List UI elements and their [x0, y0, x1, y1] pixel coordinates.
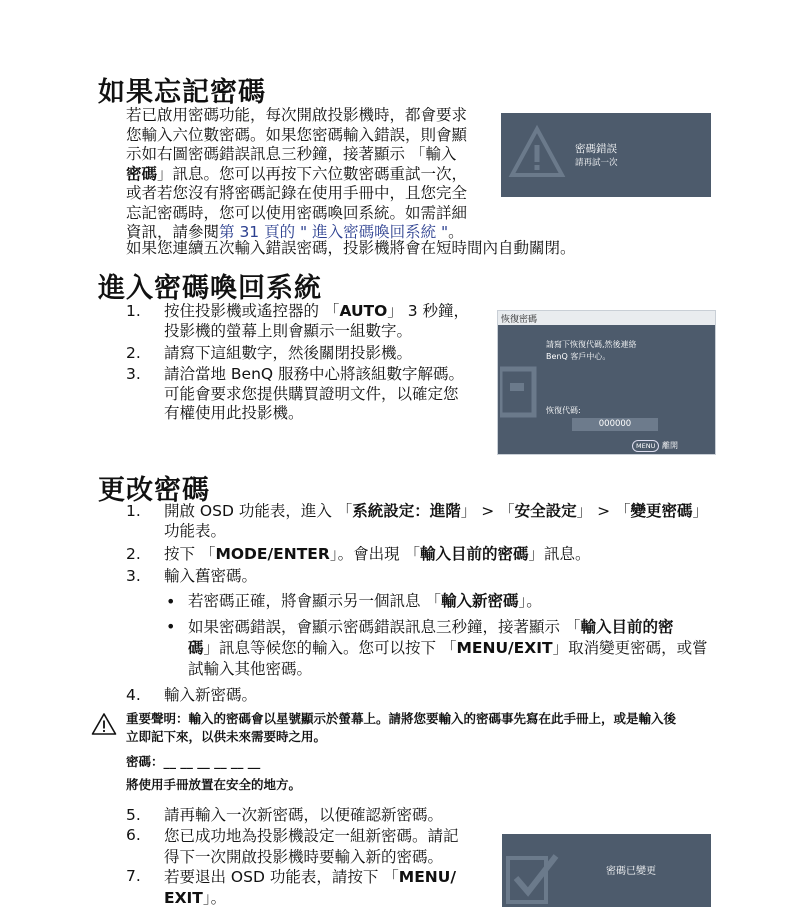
key-name: MENU/: [398, 868, 456, 886]
bullet-text: [188, 617, 708, 680]
text-span: 」 > 「: [460, 502, 515, 520]
step-text: [164, 365, 464, 424]
text-span: 按下 「: [164, 545, 216, 563]
text-line: 可能會要求您提供購買證明文件，以確定您: [164, 384, 459, 403]
step-text: 輸入舊密碼。: [164, 567, 258, 585]
key-name: AUTO: [339, 302, 388, 320]
screen-title: 恢復密碼: [501, 315, 538, 325]
heading-forgot-password: 如果忘記密碼: [98, 77, 266, 108]
lock-icon: [500, 355, 540, 421]
key-name: MENU/EXIT: [456, 639, 553, 657]
recall-code-screenshot: [497, 310, 716, 455]
step-text: 請再輸入一次新密碼，以便確認新密碼。: [164, 806, 444, 824]
text-line: [164, 302, 469, 322]
text-line: 您已成功地為投影機設定一組新密碼。請記: [164, 827, 459, 845]
step-number: 5.: [126, 806, 141, 824]
text-span: 如果密碼錯誤，會顯示密碼錯誤訊息三秒鐘，接著顯示 「: [188, 618, 581, 636]
step-text: [164, 826, 459, 868]
keep-safe-note: 將使用手冊放置在安全的地方。: [126, 777, 302, 792]
step-number: 4.: [126, 686, 141, 704]
text-span: 」。: [202, 889, 227, 907]
message-name: 輸入目前的密碼: [420, 545, 529, 563]
text-line: [126, 165, 467, 185]
step-number: 3.: [126, 365, 141, 383]
text-span: 」 3 秒鐘，: [387, 302, 470, 320]
step-number: 2.: [126, 545, 141, 563]
text-span: 按住投影機或遙控器的 「: [164, 302, 340, 320]
step-number: 7.: [126, 867, 141, 885]
screen-error-subtitle: 請再試一次: [575, 158, 618, 168]
menu-path-item: 變更密碼: [630, 502, 693, 520]
text-line: 忘記密碼時，您可以使用密碼喚回系統。如需詳細: [126, 203, 468, 222]
password-label: 密碼：: [126, 754, 164, 769]
text-line: 或者若您沒有將密碼記錄在使用手冊中，且您完全: [126, 184, 468, 202]
step-text: [164, 867, 456, 909]
text-line: 您輸入六位數密碼。如果您密碼輸入錯誤，則會顯: [126, 125, 468, 144]
text-span: 。: [448, 223, 464, 241]
auto-shutdown-note: 如果您連續五次輸入錯誤密碼，投影機將會在短時間內自動關閉。: [126, 239, 576, 257]
text-span: 」訊息。您可以再按下六位數密碼重試一次，: [157, 164, 468, 183]
text-line: 示如右圖密碼錯誤訊息三秒鐘，接著顯示 「輸入: [126, 145, 457, 163]
text-line: 功能表。: [164, 521, 227, 540]
text-span: 資訊，請參閱: [126, 223, 220, 241]
warning-icon: [507, 123, 567, 183]
warning-icon: [91, 712, 117, 736]
text-line: 得下一次開啟投影機時要輸入新的密碼。: [164, 848, 444, 866]
step-number: 2.: [126, 344, 141, 362]
step-text: [164, 502, 708, 541]
important-notice: [126, 710, 676, 746]
bold-term: 密碼: [126, 164, 158, 183]
text-span: 若要退出 OSD 功能表，請按下 「: [164, 868, 399, 886]
text-line: 請洽當地 BenQ 服務中心將該組數字解碼。: [164, 365, 465, 383]
message-name: 碼: [188, 639, 204, 657]
step-text: [164, 545, 591, 565]
text-line: 立即記下來，以供未來需要時之用。: [126, 729, 327, 744]
screen-message: 請寫下恢復代碼,然後連絡: [546, 340, 637, 349]
text-span: 開啟 OSD 功能表，進入 「: [164, 502, 353, 520]
bullet: •: [166, 592, 176, 611]
recovery-code-field: 000000: [572, 418, 658, 431]
step-number: 1.: [126, 502, 141, 520]
heading-change-password: 更改密碼: [98, 475, 210, 506]
bullet-text: [188, 592, 542, 612]
step-number: 1.: [126, 302, 141, 320]
text-line: [164, 502, 708, 522]
text-line: [188, 617, 708, 638]
screen-message: 密碼已變更: [606, 866, 656, 877]
menu-path-item: 系統設定：進階: [352, 502, 461, 520]
message-name: 輸入新密碼: [440, 592, 519, 610]
text-line: [164, 888, 456, 909]
step-number: 6.: [126, 826, 141, 844]
bullet: •: [166, 617, 176, 636]
cross-reference-link[interactable]: 第 31 頁的 " 進入密碼喚回系統 ": [219, 223, 449, 241]
password-error-screenshot: [501, 113, 711, 197]
forgot-paragraph: [126, 106, 467, 243]
text-line: 有權使用此投影機。: [164, 404, 304, 422]
text-span: 」訊息等候您的輸入。您可以按下 「: [203, 639, 457, 657]
menu-key-badge: MENU: [632, 440, 659, 452]
screen-message: BenQ 客戶中心。: [546, 352, 611, 361]
message-name: 輸入目前的密: [580, 618, 674, 636]
text-span: 若密碼正確，將會顯示另一個訊息 「: [188, 592, 441, 610]
text-span: 」。會出現 「: [329, 545, 420, 563]
key-name: MODE/ENTER: [215, 545, 330, 563]
screen-error-title: 密碼錯誤: [575, 143, 617, 155]
password-record-line: [126, 753, 260, 771]
text-line: 重要聲明：輸入的密碼會以星號顯示於螢幕上。請將您要輸入的密碼事先寫在此手冊上，或是輸入後: [126, 711, 677, 726]
text-line: 投影機的螢幕上則會顯示一組數字。: [164, 321, 413, 340]
text-span: 」取消變更密碼，或嘗: [552, 639, 708, 657]
text-line: 試輸入其他密碼。: [188, 660, 313, 678]
text-line: 若已啟用密碼功能，每次開啟投影機時，都會要求: [126, 106, 468, 124]
text-line: [164, 867, 456, 888]
password-blanks: __ __ __ __ __ __: [163, 754, 261, 769]
step-text: 請寫下這組數字，然後關閉投影機。: [164, 344, 413, 362]
menu-path-item: 安全設定: [514, 502, 577, 520]
text-span: 」。: [518, 592, 542, 610]
checkmark-icon: [506, 848, 562, 907]
step-text: [164, 302, 469, 341]
text-span: 」 > 「: [576, 502, 631, 520]
step-number: 3.: [126, 567, 141, 585]
text-line: [188, 638, 708, 659]
text-span: 」: [692, 502, 709, 520]
heading-password-recall: 進入密碼喚回系統: [98, 273, 322, 304]
text-span: 」訊息。: [528, 545, 591, 563]
key-name: EXIT: [164, 889, 203, 907]
step-text: 輸入新密碼。: [164, 686, 258, 704]
code-label: 恢復代碼:: [546, 406, 581, 415]
password-changed-screenshot: [502, 834, 711, 907]
exit-label: 離開: [662, 441, 678, 450]
